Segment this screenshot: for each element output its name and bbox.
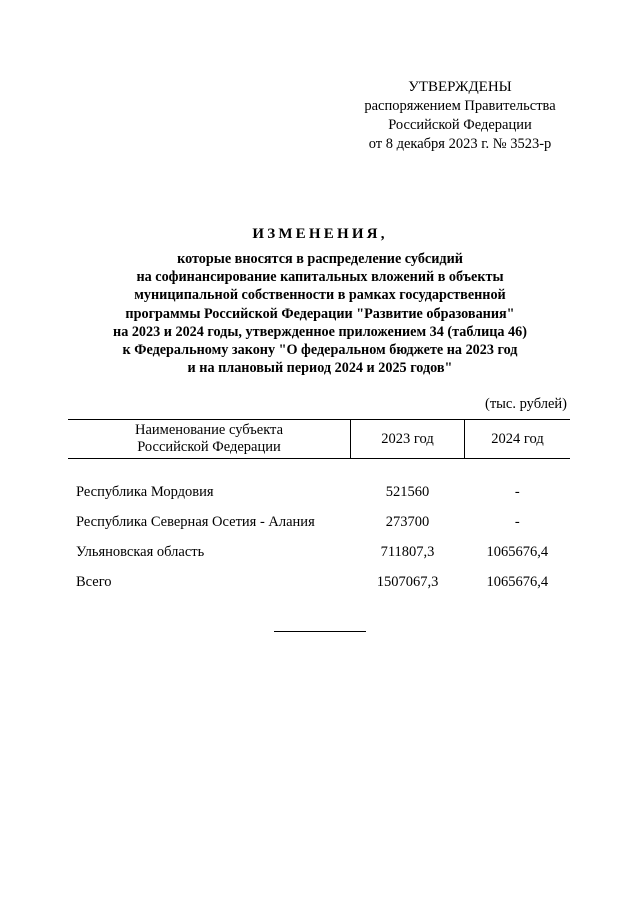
column-header-2023: 2023 год bbox=[351, 420, 465, 459]
approval-line: от 8 декабря 2023 г. № 3523-р bbox=[368, 136, 552, 152]
heading-line: и на плановый период 2024 и 2025 годов" bbox=[187, 360, 453, 377]
approval-block bbox=[340, 78, 580, 154]
row-value-2024: - bbox=[514, 483, 520, 500]
approval-title: УТВЕРЖДЕНЫ bbox=[408, 79, 512, 95]
row-value-2023: 1507067,3 bbox=[376, 573, 439, 590]
table-row bbox=[68, 537, 570, 567]
row-value-2023: 521560 bbox=[385, 483, 430, 500]
column-header-name-line: Российской Федерации bbox=[137, 439, 281, 455]
row-name: Всего bbox=[76, 573, 112, 590]
row-value-2023: 273700 bbox=[385, 513, 430, 530]
heading-line: муниципальной собственности в рамках государственной bbox=[134, 287, 506, 304]
column-header-name-line: Наименование субъекта bbox=[134, 422, 284, 438]
approval-line: распоряжением Правительства bbox=[364, 98, 556, 114]
heading-line: программы Российской Федерации "Развитие образования" bbox=[125, 305, 515, 322]
heading-line: на 2023 и 2024 годы, утвержденное приложением 34 (таблица 46) bbox=[113, 323, 527, 340]
row-name: Ульяновская область bbox=[76, 543, 205, 560]
table-row-total bbox=[68, 567, 570, 597]
units-label: (тыс. рублей) bbox=[485, 396, 567, 412]
row-value-2024: 1065676,4 bbox=[486, 543, 549, 560]
heading-line: к Федеральному закону "О федеральном бюджете на 2023 год bbox=[122, 342, 518, 359]
subsidy-table bbox=[68, 419, 570, 597]
document-title: ИЗМЕНЕНИЯ, bbox=[252, 226, 388, 242]
table-row bbox=[68, 459, 570, 508]
heading-line: на софинансирование капитальных вложений в объекты bbox=[136, 269, 504, 286]
row-value-2024: - bbox=[514, 513, 520, 530]
end-divider bbox=[274, 631, 366, 632]
table-row bbox=[68, 507, 570, 537]
row-value-2023: 711807,3 bbox=[380, 543, 435, 560]
heading-line: которые вносятся в распределение субсидий bbox=[177, 251, 463, 267]
document-heading bbox=[60, 226, 580, 377]
column-header-name bbox=[68, 420, 351, 459]
row-name: Республика Мордовия bbox=[76, 483, 214, 500]
approval-line: Российской Федерации bbox=[388, 117, 532, 133]
column-header-2024: 2024 год bbox=[465, 420, 571, 459]
row-name: Республика Северная Осетия - Алания bbox=[76, 513, 315, 530]
table-header-row bbox=[68, 420, 570, 459]
row-value-2024: 1065676,4 bbox=[486, 573, 549, 590]
